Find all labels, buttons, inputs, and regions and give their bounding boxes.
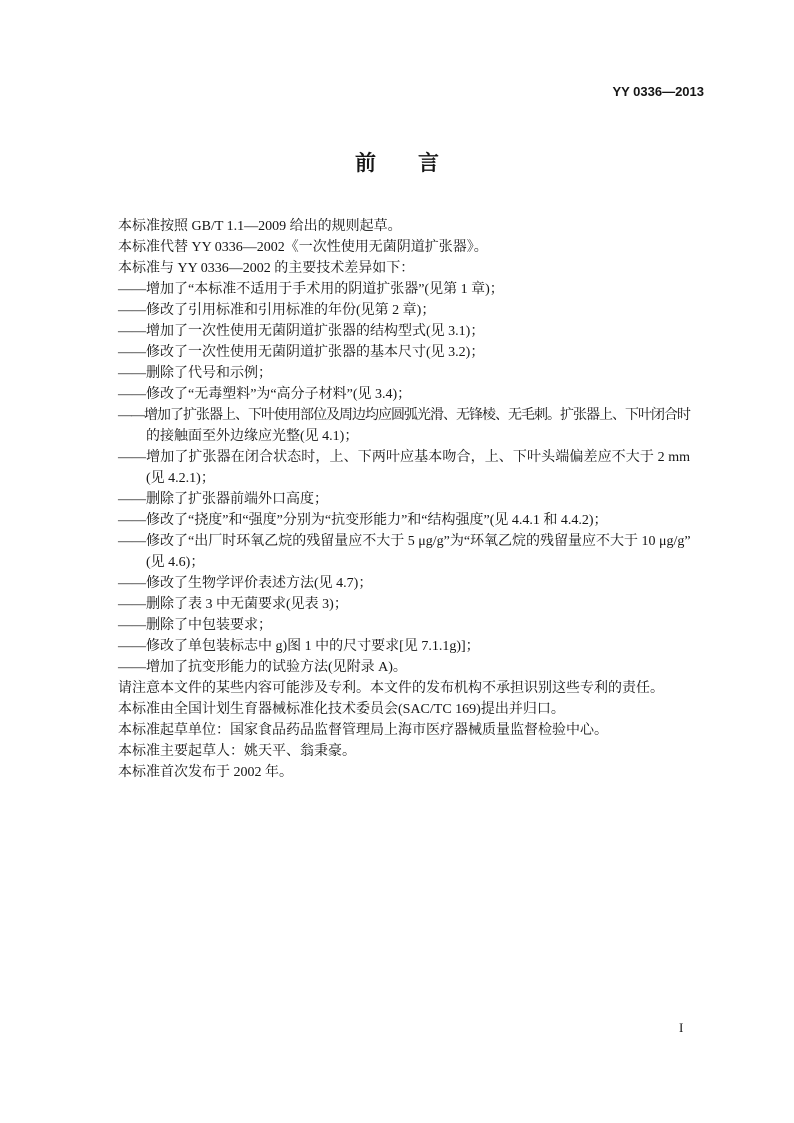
change-item-continuation: (见 4.6)； bbox=[146, 555, 205, 570]
change-list-item bbox=[118, 384, 690, 405]
change-item-text: ——修改了“出厂时环氧乙烷的残留量应不大于 5 μg/g”为“环氧乙烷的残留量应不大于 10 μg/g” bbox=[118, 534, 691, 549]
page-title: 前 言 bbox=[355, 151, 439, 175]
change-item-text: ——增加了“本标准不适用于手术用的阴道扩张器”(见第 1 章)； bbox=[118, 282, 504, 297]
change-item-continuation: 的接触面至外边缘应光整(见 4.1)； bbox=[146, 429, 359, 444]
intro-line: 本标准代替 YY 0336—2002《一次性使用无菌阴道扩张器》。 bbox=[118, 240, 488, 255]
change-item-text: ——修改了单包装标志中 g)图 1 中的尺寸要求[见 7.1.1g)]； bbox=[118, 639, 480, 654]
change-item-text: ——修改了一次性使用无菌阴道扩张器的基本尺寸(见 3.2)； bbox=[118, 345, 485, 360]
change-item-text: ——修改了“无毒塑料”为“高分子材料”(见 3.4)； bbox=[118, 387, 412, 402]
change-item-text: ——增加了扩张器在闭合状态时，上、下两叶应基本吻合，上、下叶头端偏差应不大于 2 mm bbox=[118, 450, 690, 465]
intro-line: 本标准与 YY 0336—2002 的主要技术差异如下： bbox=[118, 261, 415, 276]
change-item-text: ——修改了生物学评价表述方法(见 4.7)； bbox=[118, 576, 373, 591]
change-item-text: ——增加了扩张器上、下叶使用部位及周边均应圆弧光滑、无锋棱、无毛刺。扩张器上、下叶闭合时 bbox=[118, 408, 690, 423]
change-list-item bbox=[118, 510, 690, 531]
main-drafters: 本标准主要起草人：姚天平、翁秉豪。 bbox=[118, 744, 356, 759]
first-release-note: 本标准首次发布于 2002 年。 bbox=[118, 765, 293, 780]
drafting-organization: 本标准起草单位：国家食品药品监督管理局上海市医疗器械质量监督检验中心。 bbox=[118, 723, 608, 738]
change-item-text: ——修改了“挠度”和“强度”分别为“抗变形能力”和“结构强度”(见 4.4.1 和 4.4.2)； bbox=[118, 513, 608, 528]
change-list-item bbox=[118, 573, 690, 594]
patent-notice: 请注意本文件的某些内容可能涉及专利。本文件的发布机构不承担识别这些专利的责任。 bbox=[118, 681, 664, 696]
change-list-item bbox=[118, 447, 690, 489]
change-list-item bbox=[118, 405, 690, 447]
change-item-text: ——删除了表 3 中无菌要求(见表 3)； bbox=[118, 597, 348, 612]
proposer-statement: 本标准由全国计划生育器械标准化技术委员会(SAC/TC 169)提出并归口。 bbox=[118, 702, 565, 717]
change-list-item bbox=[118, 342, 690, 363]
change-list-item bbox=[118, 489, 690, 510]
change-list-item bbox=[118, 363, 690, 384]
change-list-item bbox=[118, 300, 690, 321]
change-list-item bbox=[118, 636, 690, 657]
standard-code: YY 0336—2013 bbox=[612, 84, 704, 99]
change-list bbox=[118, 279, 690, 678]
change-item-text: ——增加了一次性使用无菌阴道扩张器的结构型式(见 3.1)； bbox=[118, 324, 485, 339]
page-number: I bbox=[679, 1020, 684, 1035]
intro-line: 本标准按照 GB/T 1.1—2009 给出的规则起草。 bbox=[118, 219, 402, 234]
change-list-item bbox=[118, 657, 690, 678]
change-item-text: ——删除了中包装要求； bbox=[118, 618, 272, 633]
change-item-continuation: (见 4.2.1)； bbox=[146, 471, 215, 486]
change-item-text: ——增加了抗变形能力的试验方法(见附录 A)。 bbox=[118, 660, 407, 675]
change-item-text: ——删除了扩张器前端外口高度； bbox=[118, 492, 328, 507]
change-item-text: ——删除了代号和示例； bbox=[118, 366, 272, 381]
change-list-item bbox=[118, 321, 690, 342]
change-item-text: ——修改了引用标准和引用标准的年份(见第 2 章)； bbox=[118, 303, 436, 318]
foreword-body bbox=[118, 216, 690, 783]
change-list-item bbox=[118, 531, 690, 573]
change-list-item bbox=[118, 594, 690, 615]
change-list-item bbox=[118, 615, 690, 636]
change-list-item bbox=[118, 279, 690, 300]
